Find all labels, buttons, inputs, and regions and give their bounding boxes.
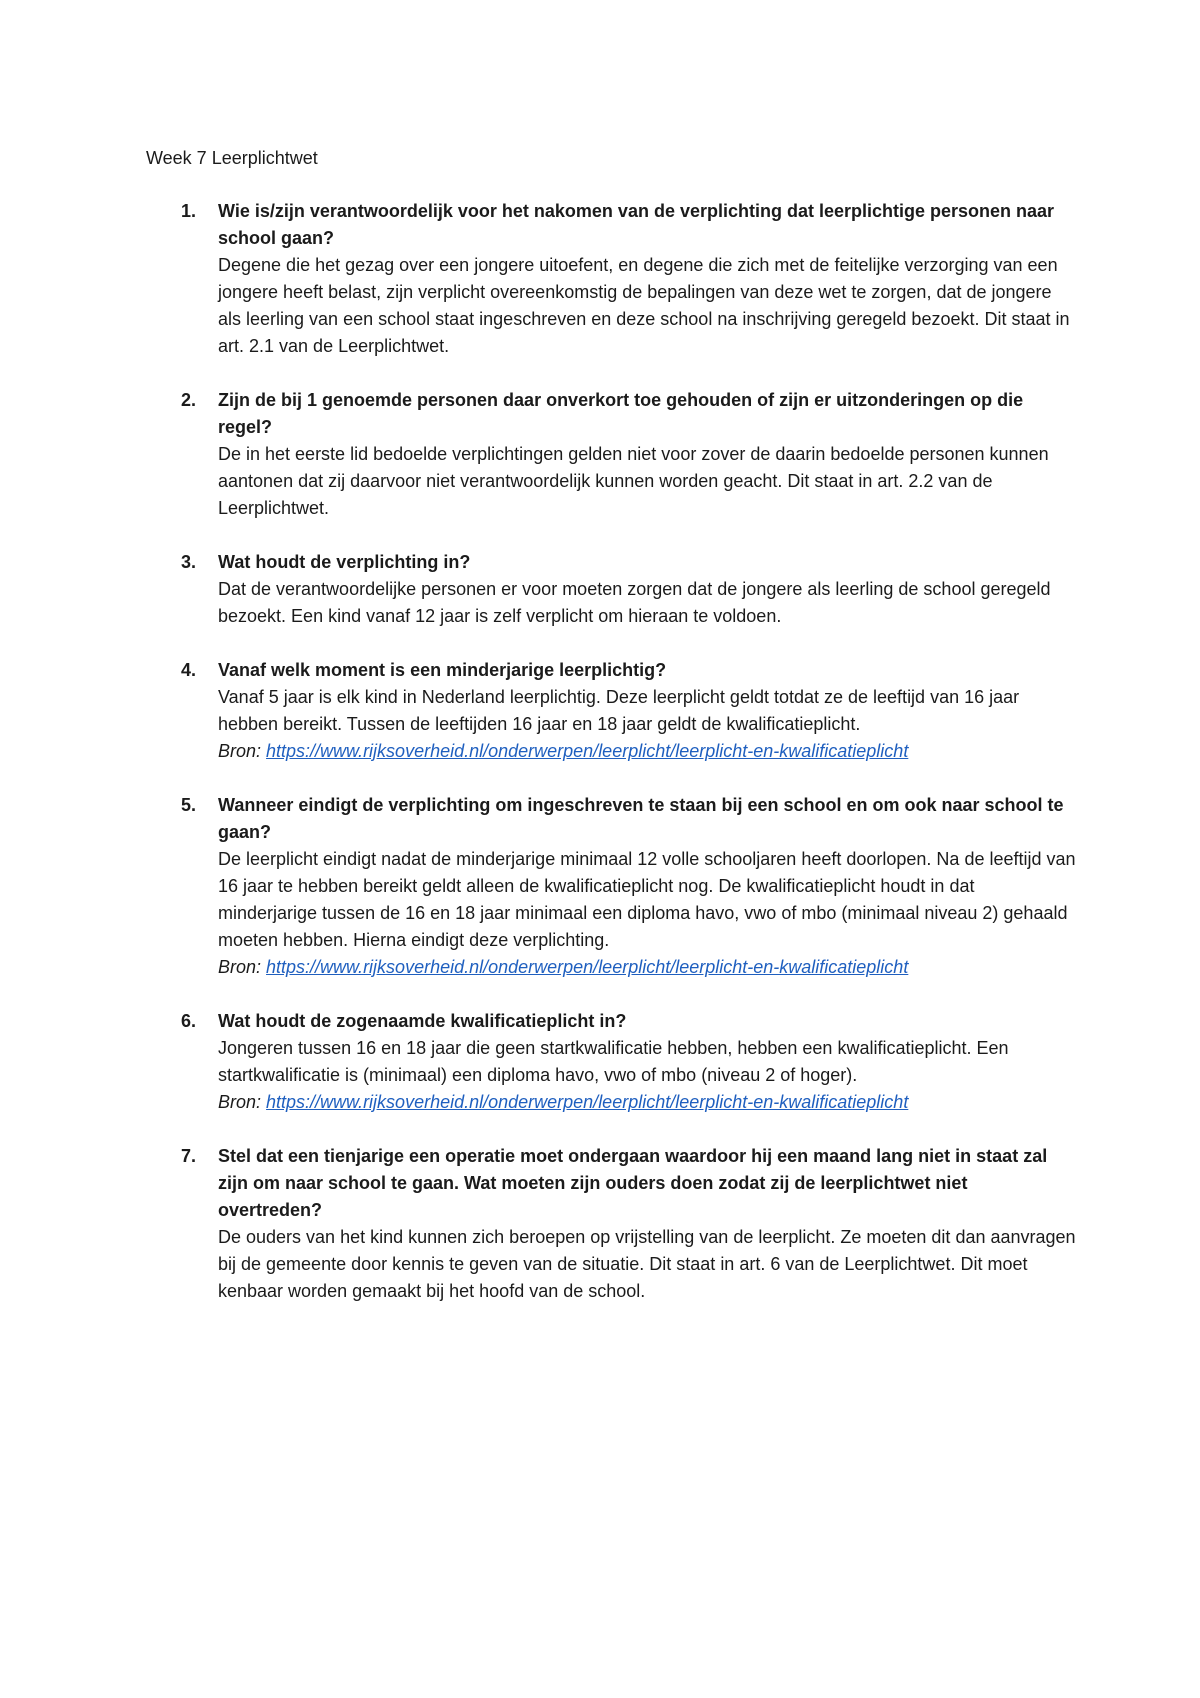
answer-text: Dat de verantwoordelijke personen er voor moeten zorgen dat de jongere als leerling de school geregeld bezoekt. Een kind vanaf 12 jaar is zelf verplicht om hieraan te voldoen. [218,579,1051,626]
document-title: Week 7 Leerplichtwet [146,148,318,168]
question-number: 1. [181,201,197,221]
source-label: Bron: [218,741,267,761]
question-item-3 [146,549,1076,630]
source-link[interactable]: https://www.rijksoverheid.nl/onderwerpen/leerplicht/leerplicht-en-kwalificatieplicht [266,957,909,977]
question-text: Wanneer eindigt de verplichting om ingeschreven te staan bij een school en om ook naar school te gaan? [218,795,1064,842]
question-number: 6. [181,1011,197,1031]
question-number: 2. [181,390,197,410]
question-text: Vanaf welk moment is een minderjarige leerplichtig? [218,660,667,680]
source-line [218,738,1076,765]
question-item-2 [146,387,1076,522]
question-text: Wat houdt de verplichting in? [218,552,471,572]
source-link[interactable]: https://www.rijksoverheid.nl/onderwerpen/leerplicht/leerplicht-en-kwalificatieplicht [266,1092,909,1112]
question-text: Wie is/zijn verantwoordelijk voor het nakomen van de verplichting dat leerplichtige personen naar school gaan? [218,201,1055,248]
question-item-7 [146,1143,1076,1305]
question-number: 5. [181,795,197,815]
question-item-1 [146,198,1076,360]
question-number: 3. [181,552,197,572]
question-text: Stel dat een tienjarige een operatie moet ondergaan waardoor hij een maand lang niet in staat zal zijn om naar school te gaan. Wat moeten zijn ouders doen zodat zij de leerplichtwet niet overtreden? [218,1146,1048,1220]
source-line [218,1089,1076,1116]
source-label: Bron: [218,1092,267,1112]
answer-text: Jongeren tussen 16 en 18 jaar die geen startkwalificatie hebben, hebben een kwalificatieplicht. Een startkwalificatie is (minimaal) een diploma havo, vwo of mbo (niveau 2 of hoger). [218,1038,1009,1085]
source-link[interactable]: https://www.rijksoverheid.nl/onderwerpen/leerplicht/leerplicht-en-kwalificatieplicht [266,741,909,761]
question-text: Wat houdt de zogenaamde kwalificatieplicht in? [218,1011,627,1031]
source-label: Bron: [218,957,267,977]
question-item-6 [146,1008,1076,1116]
answer-text: Degene die het gezag over een jongere uitoefent, en degene die zich met de feitelijke verzorging van een jongere heeft belast, zijn verplicht overeenkomstig de bepalingen van deze wet te zorgen, dat de jongere als leerling van een school staat ingeschreven en deze school na inschrijving geregeld bezoekt. Dit staat in art. 2.1 van de Leerplichtwet. [218,255,1070,356]
question-number: 7. [181,1146,197,1166]
source-line [218,954,1076,981]
answer-text: De in het eerste lid bedoelde verplichtingen gelden niet voor zover de daarin bedoelde personen kunnen aantonen dat zij daarvoor niet verantwoordelijk kunnen worden geacht. Dit staat in art. 2.2 van de Leerplichtwet. [218,444,1049,518]
answer-text: Vanaf 5 jaar is elk kind in Nederland leerplichtig. Deze leerplicht geldt totdat ze de leeftijd van 16 jaar hebben bereikt. Tussen de leeftijden 16 jaar en 18 jaar geldt de kwalificatieplicht. [218,687,1020,734]
question-text: Zijn de bij 1 genoemde personen daar onverkort toe gehouden of zijn er uitzonderingen op die regel? [218,390,1024,437]
question-item-5 [146,792,1076,981]
answer-text: De leerplicht eindigt nadat de minderjarige minimaal 12 volle schooljaren heeft doorlopen. Na de leeftijd van 16 jaar te hebben bereikt geldt alleen de kwalificatieplicht nog. De kwalificatieplicht houdt in dat minderjarige tussen de 16 en 18 jaar minimaal een diploma havo, vwo of mbo (minimaal niveau 2) gehaald moeten hebben. Hierna eindigt deze verplichting. [218,849,1076,950]
question-number: 4. [181,660,197,680]
question-item-4 [146,657,1076,765]
answer-text: De ouders van het kind kunnen zich beroepen op vrijstelling van de leerplicht. Ze moeten dit dan aanvragen bij de gemeente door kennis te geven van de situatie. Dit staat in art. 6 van de Leerplichtwet. Dit moet kenbaar worden gemaakt bij het hoofd van de school. [218,1227,1076,1301]
question-list [146,198,1076,1332]
